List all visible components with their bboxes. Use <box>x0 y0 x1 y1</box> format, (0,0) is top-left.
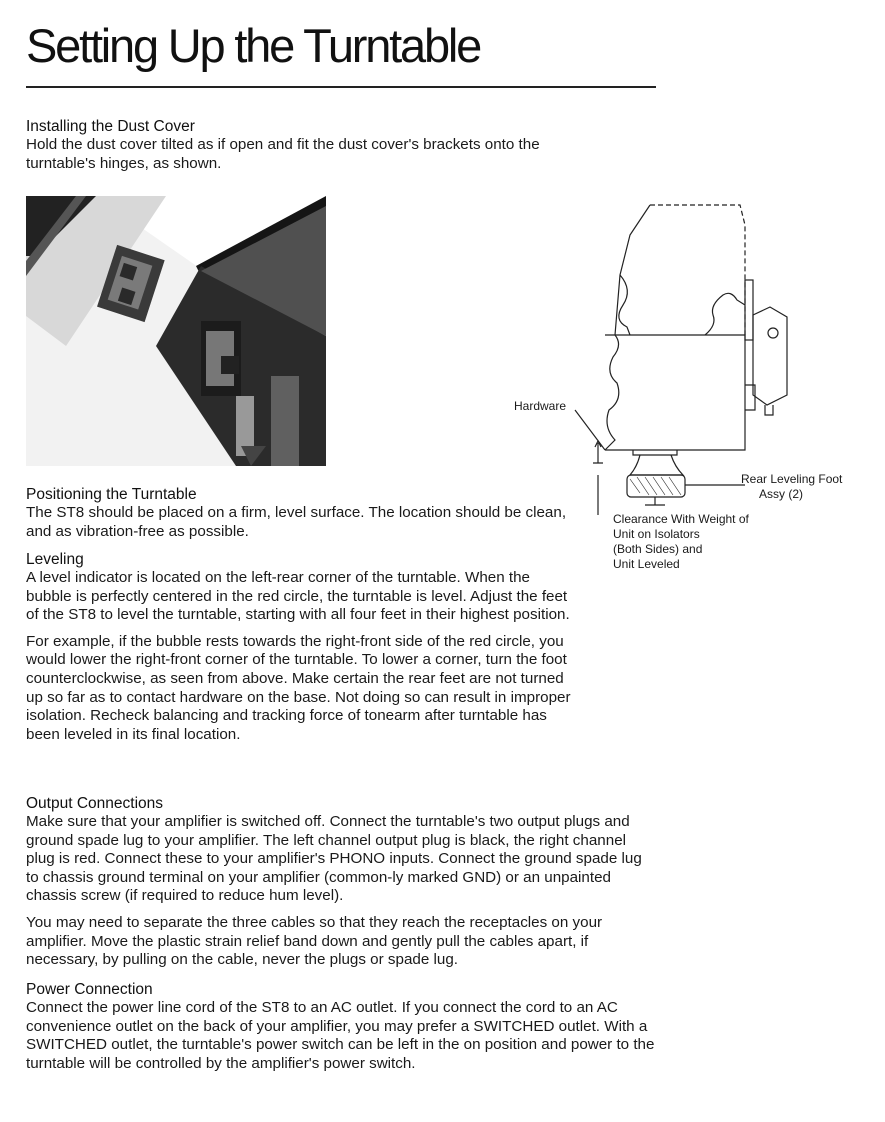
positioning-section <box>26 486 571 541</box>
power-heading: Power Connection <box>26 981 153 998</box>
dust-cover-heading: Installing the Dust Cover <box>26 118 195 135</box>
clearance-label-4: Unit Leveled <box>613 557 680 571</box>
dust-cover-text: Hold the dust cover tilted as if open and fit the dust cover's brackets onto the turntable's hinges, as shown. <box>26 136 540 172</box>
rear-foot-label-2: Assy (2) <box>759 487 804 501</box>
hardware-label: Hardware <box>514 399 567 413</box>
leveling-section <box>26 551 571 744</box>
power-section <box>26 981 656 1073</box>
title-rule <box>26 86 656 88</box>
leveling-heading: Leveling <box>26 551 84 568</box>
clearance-label-3: (Both Sides) and <box>613 542 703 556</box>
leveling-paragraph-2: For example, if the bubble rests towards the right-front side of the red circle, you would lower the right-front corner of the turntable. To lower a corner, turn the foot counterclockwise, as seen from above. Make certain the rear feet are not turned up so far as to contact hardware on the base. Not doing so can result in improper isolation. Recheck balancing and tracking force of tonearm after turntable has been leveled in its final location. <box>26 632 571 743</box>
output-heading: Output Connections <box>26 795 164 812</box>
output-paragraph-1: Make sure that your amplifier is switched off. Connect the turntable's two output plugs and ground spade lug to your amplifier. The left channel output plug is black, the right channel plug is red. Connect these to your amplifier's PHONO inputs. Connect the ground spade lug to chassis ground terminal on your amplifier (common-ly marked GND) or an unpainted chassis screw (if required to reduce hum level). <box>26 813 642 905</box>
power-text: Connect the power line cord of the ST8 to an AC outlet. If you connect the cord to an AC convenience outlet on the back of your amplifier, you may prefer a SWITCHED outlet. With a SWITCHED outlet, the turntable's power switch can be left in the on position and power to the turntable will be controlled by the amplifier's power switch. <box>26 999 655 1072</box>
positioning-heading: Positioning the Turntable <box>26 486 197 503</box>
rear-foot-label: Rear Leveling Foot <box>741 472 843 486</box>
dust-cover-photo <box>26 196 326 466</box>
clearance-label: Clearance With Weight of <box>613 512 749 526</box>
positioning-text: The ST8 should be placed on a firm, level surface. The location should be clean, and as vibration-free as possible. <box>26 504 567 540</box>
output-section <box>26 795 656 970</box>
page-title: Setting Up the Turntable <box>26 19 481 72</box>
leveling-paragraph-1: A level indicator is located on the left-rear corner of the turntable. When the bubble is perfectly centered in the red circle, the turntable is level. Adjust the feet of the ST8 to level the turntable, starting with all four feet in their highest position. <box>26 569 570 624</box>
clearance-label-2: Unit on Isolators <box>613 527 700 541</box>
output-paragraph-2: You may need to separate the three cables so that they reach the receptacles on your amplifier. Move the plastic strain relief band down and gently pull the cables apart, if necessary, by pulling on the cable, never the plugs or spade lug. <box>26 913 603 969</box>
dust-cover-section <box>26 118 611 173</box>
